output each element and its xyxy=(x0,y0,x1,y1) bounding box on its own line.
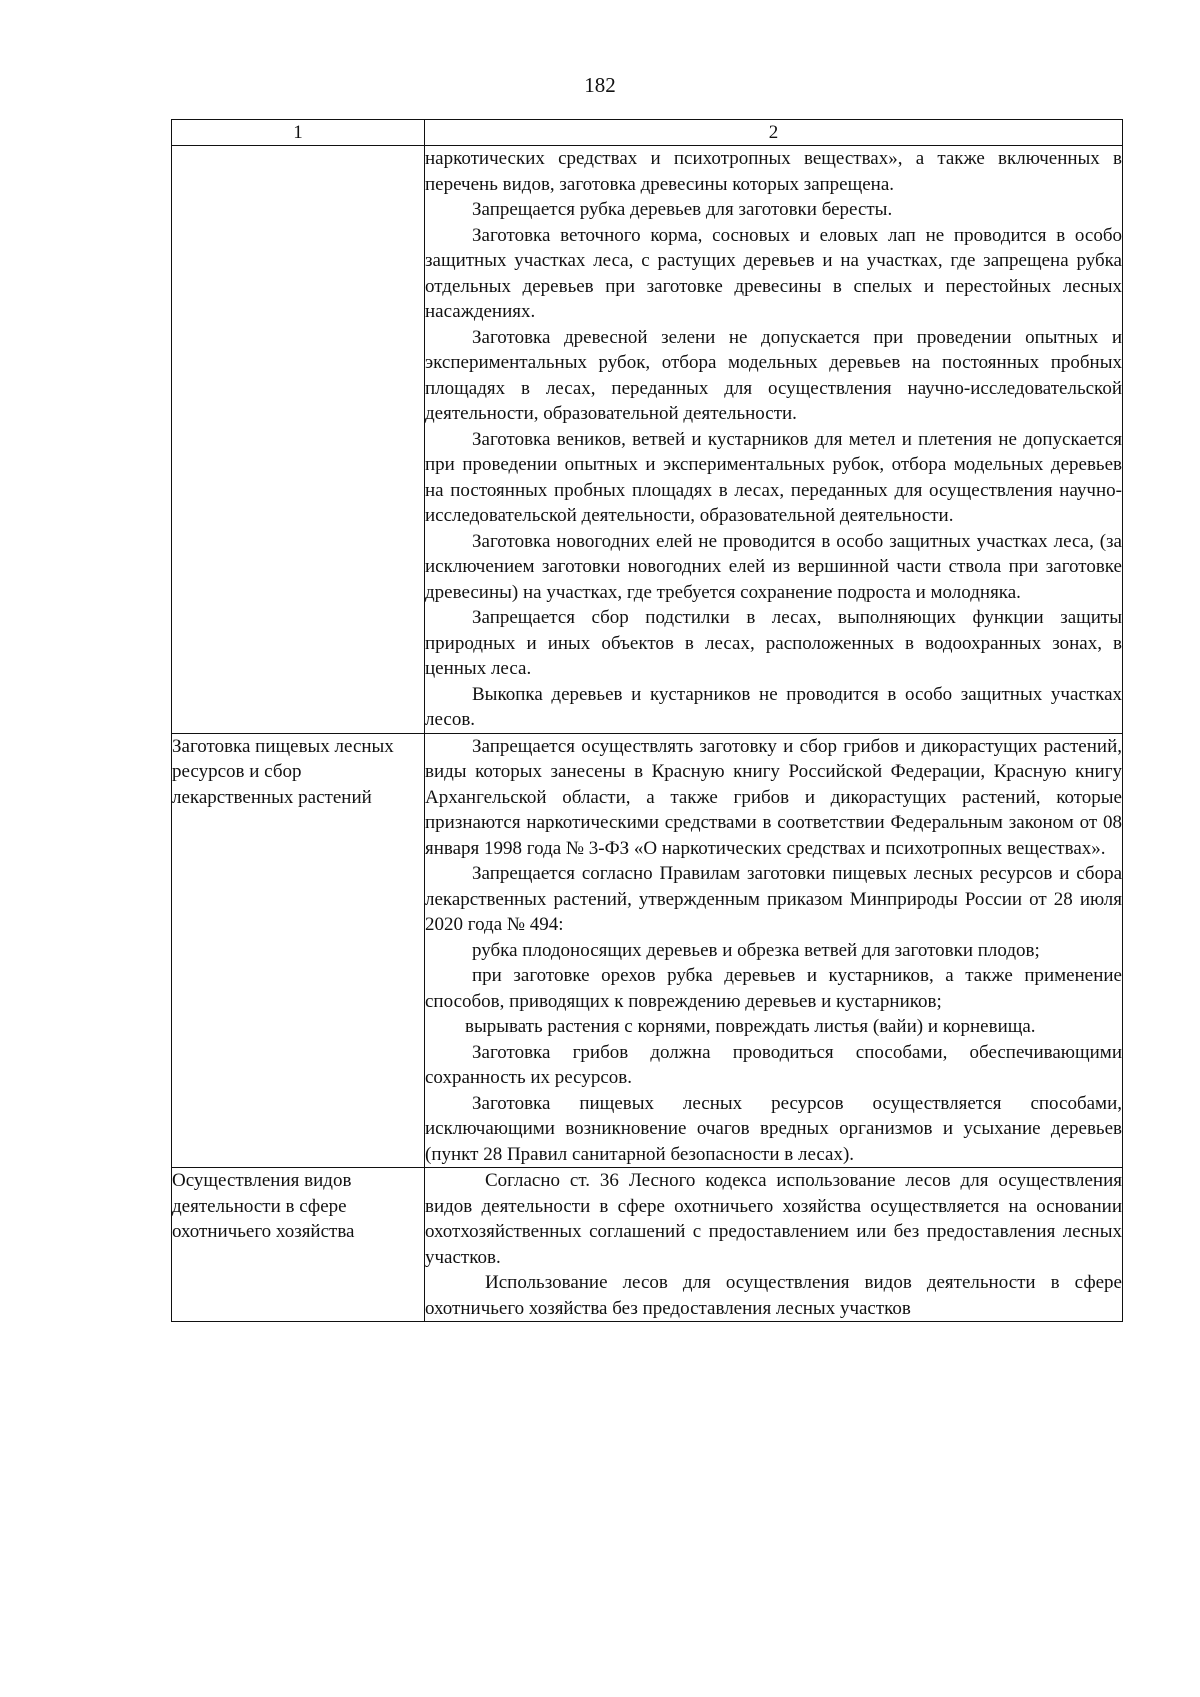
paragraph: Запрещается осуществлять заготовку и сбор грибов и дикорастущих растений, виды которых занесены в Красную книгу Российской Федерации, Красную книгу Архангельской области, а также грибов и дикорастущих растений, которые признаются наркотическими средствами в соответствии Федеральным законом от 08 января 1998 года № 3-ФЗ «О наркотических средствах и психотропных веществах». xyxy=(425,735,1122,859)
paragraph: Заготовка веточного корма, сосновых и еловых лап не проводится в особо защитных участках леса, с растущих деревьев и на участках, где запрещена рубка отдельных деревьев при заготовке древесины в спелых и перестойных лесных насаждениях. xyxy=(425,224,1122,322)
row-category-cell xyxy=(172,146,425,734)
paragraph: Выкопка деревьев и кустарников не проводится в особо защитных участках лесов. xyxy=(425,683,1122,730)
paragraph: Заготовка пищевых лесных ресурсов осуществляется способами, исключающими возникновение очагов вредных организмов и усыхание деревьев (пункт 28 Правил санитарной безопасности в лесах). xyxy=(425,1092,1122,1165)
table-header-row xyxy=(172,120,1123,146)
paragraph: рубка плодоносящих деревьев и обрезка ветвей для заготовки плодов; xyxy=(472,939,1040,961)
row-text-cell xyxy=(425,1168,1123,1322)
paragraph: при заготовке орехов рубка деревьев и кустарников, а также применение способов, приводящих к повреждению деревьев и кустарников; xyxy=(425,965,1122,1012)
row-text-cell xyxy=(425,733,1123,1168)
paragraph: Заготовка древесной зелени не допускается при проведении опытных и экспериментальных рубок, отбора модельных деревьев на постоянных пробных площадях в лесах, переданных для осуществления научно-исследовательской деятельности, образовательной деятельности. xyxy=(425,326,1122,424)
paragraph: наркотических средствах и психотропных веществах», а также включенных в перечень видов, заготовка древесины которых запрещена. xyxy=(425,148,1122,195)
paragraph: Заготовка веников, ветвей и кустарников для метел и плетения не допускается при проведении опытных и экспериментальных рубок, отбора модельных деревьев на постоянных пробных площадях в лесах, переданных для осуществления научно-исследовательской деятельности, образовательной деятельности. xyxy=(425,428,1122,526)
regulation-table xyxy=(171,119,1123,1322)
table-row xyxy=(172,146,1123,734)
paragraph: Запрещается сбор подстилки в лесах, выполняющих функции защиты природных и иных объектов в лесах, расположенных в водоохранных зонах, в ценных леса. xyxy=(425,607,1122,679)
paragraph: Запрещается согласно Правилам заготовки пищевых лесных ресурсов и сбора лекарственных растений, утвержденным приказом Минприроды России от 28 июля 2020 года № 494: xyxy=(425,863,1122,935)
paragraph: Использование лесов для осуществления видов деятельности в сфере охотничьего хозяйства без предоставления лесных участков xyxy=(425,1272,1122,1319)
page-number: 182 xyxy=(584,73,616,97)
column-header-2: 2 xyxy=(425,120,1123,146)
paragraph: вырывать растения с корнями, повреждать листья (вайи) и корневища. xyxy=(465,1016,1036,1037)
table-row xyxy=(172,1168,1123,1322)
column-header-1: 1 xyxy=(172,120,425,146)
paragraph: Заготовка грибов должна проводиться способами, обеспечивающими сохранность их ресурсов. xyxy=(425,1041,1122,1088)
paragraph: Заготовка новогодних елей не проводится в особо защитных участках леса, (за исключением заготовки новогодних елей из вершинной части ствола при заготовке древесины) на участках, где требуется сохранение подроста и молодняка. xyxy=(425,530,1122,603)
row-category-cell: Осуществления видов деятельности в сфере охотничьего хозяйства xyxy=(172,1168,425,1322)
paragraph: Согласно ст. 36 Лесного кодекса использование лесов для осуществления видов деятельности в сфере охотничьего хозяйства осуществляется на основании охотхозяйственных соглашений с предоставлением или без предоставления лесных участков. xyxy=(425,1170,1122,1268)
row-category-cell: Заготовка пищевых лесных ресурсов и сбор лекарственных растений xyxy=(172,733,425,1168)
paragraph: Запрещается рубка деревьев для заготовки бересты. xyxy=(472,199,893,220)
table-row xyxy=(172,733,1123,1168)
row-text-cell xyxy=(425,146,1123,734)
